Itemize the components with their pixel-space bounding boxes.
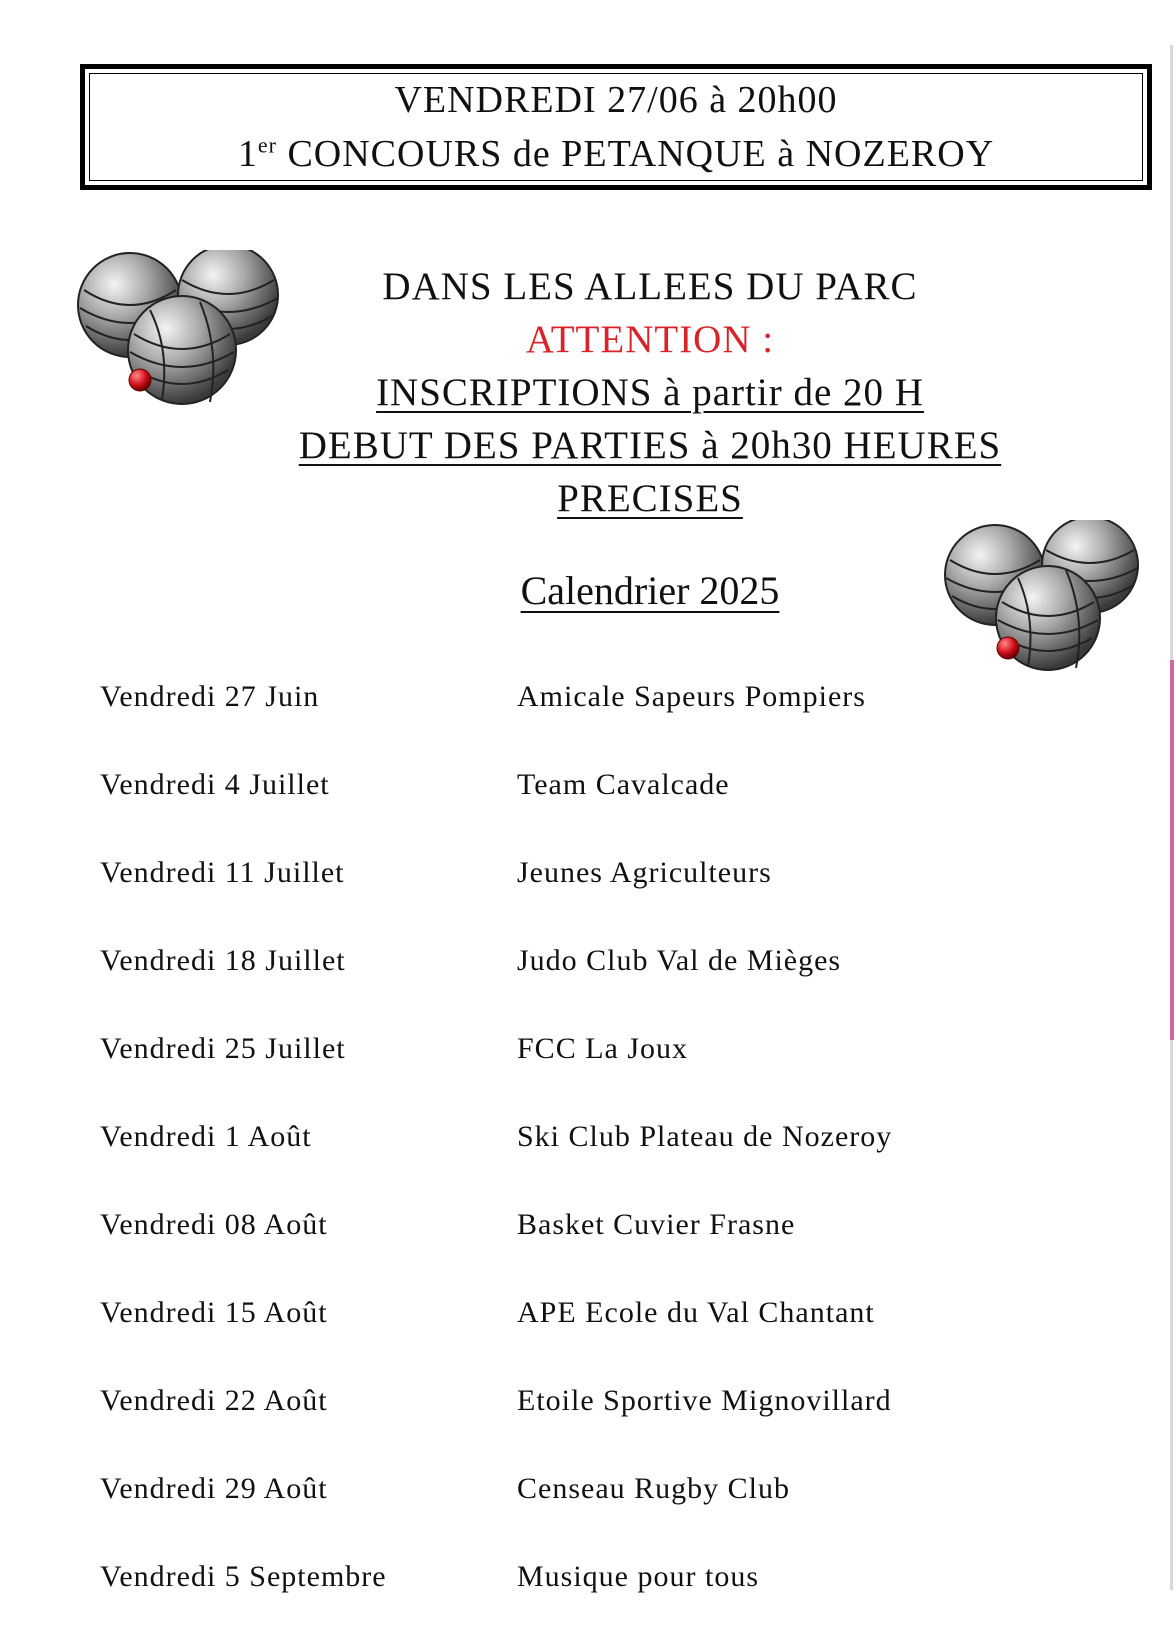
- header-event-name: CONCOURS de PETANQUE à NOZEROY: [276, 133, 995, 175]
- calendar-organizer: Jeunes Agriculteurs: [517, 856, 772, 889]
- calendar-date: Vendredi 4 Juillet: [100, 768, 330, 801]
- debut-text: DEBUT DES PARTIES à 20h30 HEURES: [298, 424, 1002, 467]
- calendar-organizer: Musique pour tous: [517, 1560, 759, 1593]
- calendar-row: [0, 760, 1176, 810]
- calendar-row: [0, 1464, 1176, 1514]
- calendar-date: Vendredi 1 Août: [100, 1120, 312, 1153]
- calendar-row: [0, 1024, 1176, 1074]
- calendar-organizer: Judo Club Val de Mièges: [517, 944, 842, 977]
- calendar-organizer: Ski Club Plateau de Nozeroy: [517, 1120, 893, 1153]
- calendar-organizer: Amicale Sapeurs Pompiers: [517, 680, 866, 713]
- calendar-organizer: FCC La Joux: [517, 1032, 689, 1065]
- header-date-line: VENDREDI 27/06 à 20h00: [394, 79, 838, 121]
- calendar-row: [0, 1552, 1176, 1602]
- header-event-line: [238, 127, 994, 181]
- calendar-date: Vendredi 08 Août: [100, 1208, 328, 1241]
- calendar-organizer: Team Cavalcade: [517, 768, 730, 801]
- calendar-row: [0, 1112, 1176, 1162]
- calendar-date: Vendredi 25 Juillet: [100, 1032, 346, 1065]
- header-ordinal-suffix: er: [257, 132, 277, 158]
- inscriptions-text: INSCRIPTIONS à partir de 20 H: [376, 371, 924, 414]
- calendar-row: [0, 936, 1176, 986]
- location-line: DANS LES ALLEES DU PARC: [382, 265, 918, 308]
- calendar-date: Vendredi 18 Juillet: [100, 944, 346, 977]
- calendar-organizer: Censeau Rugby Club: [517, 1472, 790, 1505]
- attention-line: ATTENTION :: [525, 318, 775, 361]
- header-ordinal: 1: [237, 133, 258, 175]
- calendar-date: Vendredi 15 Août: [100, 1296, 328, 1329]
- calendar-row: [0, 1200, 1176, 1250]
- petanque-boules-icon: [940, 520, 1165, 685]
- inscriptions-line: [240, 368, 1060, 418]
- debut-line: [240, 421, 1060, 471]
- calendar-row: [0, 1376, 1176, 1426]
- precises-text: PRECISES: [557, 477, 743, 520]
- calendar-date: Vendredi 27 Juin: [100, 680, 320, 713]
- calendar-date: Vendredi 29 Août: [100, 1472, 328, 1505]
- header-box: [80, 64, 1152, 190]
- calendar-date: Vendredi 11 Juillet: [100, 856, 345, 889]
- calendar-organizer: APE Ecole du Val Chantant: [517, 1296, 875, 1329]
- header-inner-frame: [89, 73, 1143, 181]
- calendar-row: [0, 672, 1176, 722]
- calendar-organizer: Etoile Sportive Mignovillard: [517, 1384, 892, 1417]
- calendar-date: Vendredi 5 Septembre: [100, 1560, 387, 1593]
- calendar-row: [0, 848, 1176, 898]
- calendar-date: Vendredi 22 Août: [100, 1384, 328, 1417]
- calendar-organizer: Basket Cuvier Frasne: [517, 1208, 796, 1241]
- calendar-row: [0, 1288, 1176, 1338]
- precises-line: [240, 474, 1060, 524]
- calendar-title: Calendrier 2025: [520, 568, 780, 613]
